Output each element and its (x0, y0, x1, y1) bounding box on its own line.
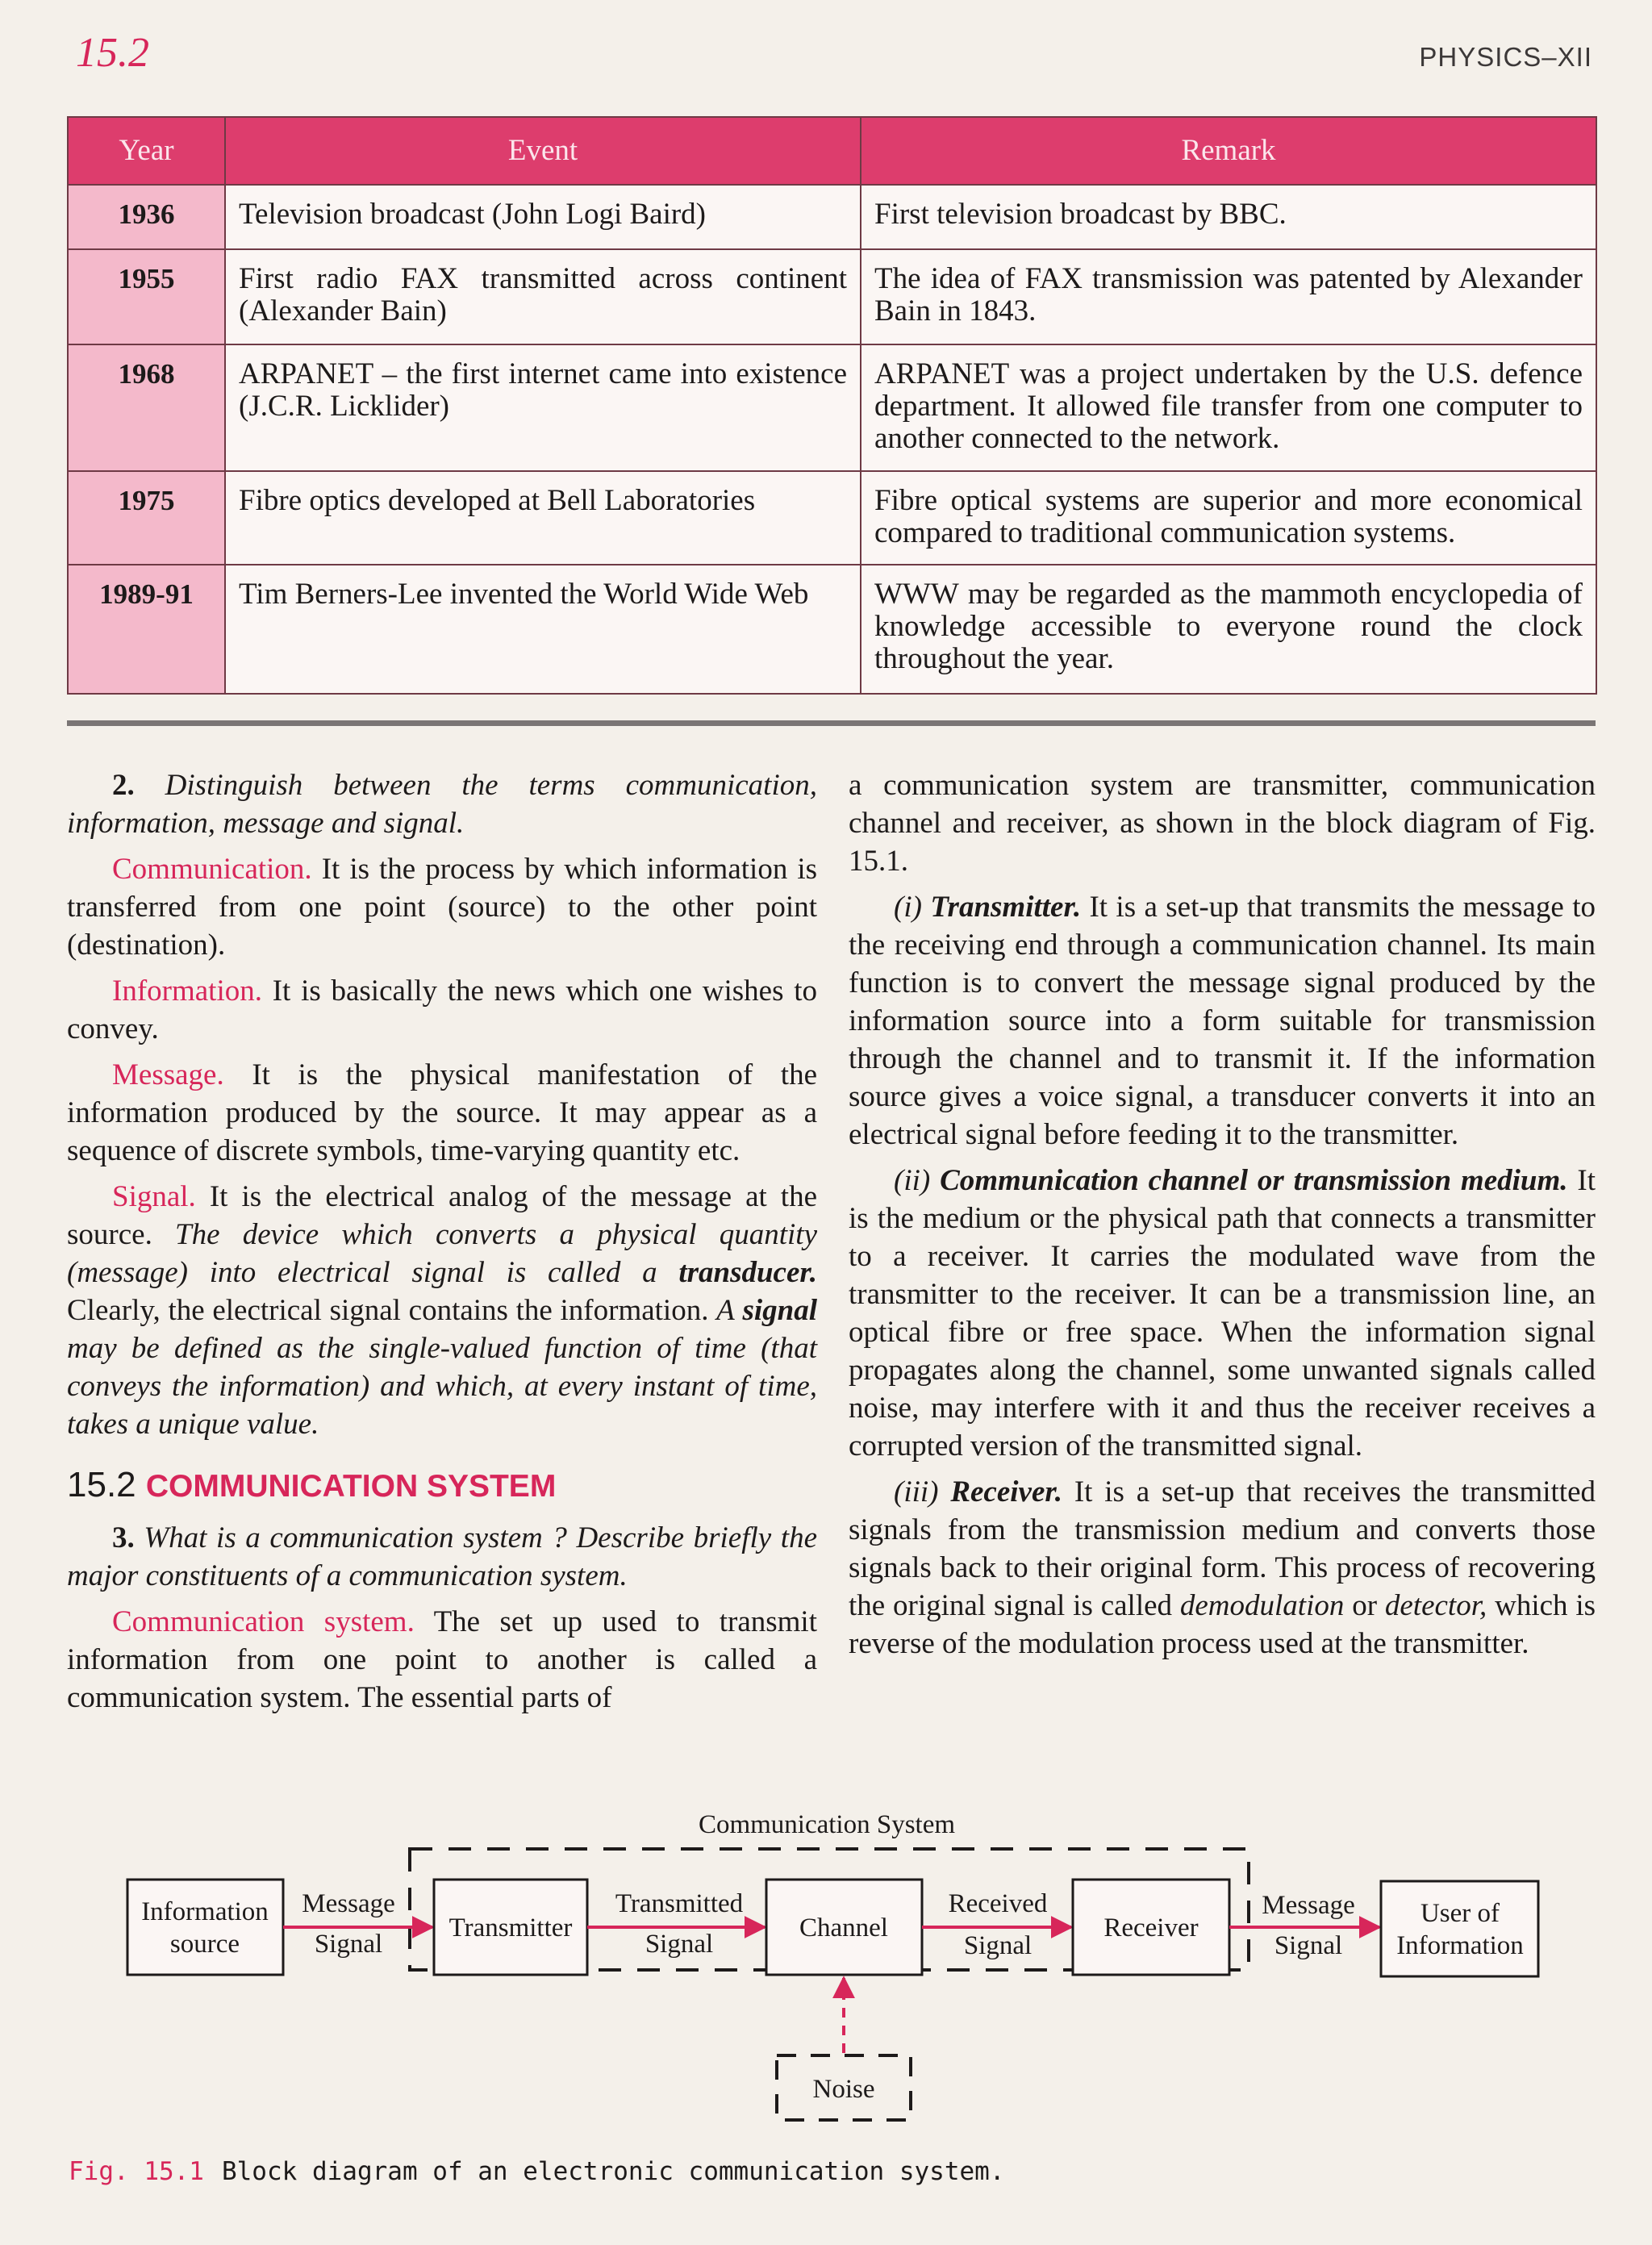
part-text: It is a set-up that receives the transmitted signals from the transmission medium and converts those signals back to their original form. This process of recovering the original signal is called (849, 1475, 1596, 1622)
table-row (68, 344, 1596, 471)
term-label: Communication system. (112, 1605, 415, 1638)
year-cell: 1968 (68, 344, 225, 471)
communication-block-diagram (0, 1799, 1652, 2138)
part-transmitter (849, 888, 1596, 1154)
definition-text: It is the process by which information is transferred from one point (source) to the other point (destination). (67, 853, 818, 962)
figure-caption-text: Block diagram of an electronic communication system. (221, 2157, 1005, 2186)
column-header-event: Event (225, 117, 861, 185)
running-head: PHYSICS–XII (1419, 42, 1592, 72)
transmitted-signal-label-line2: Signal (645, 1930, 714, 1959)
event-cell: ARPANET – the first internet came into existence (J.C.R. Licklider) (225, 344, 861, 471)
page-number: 15.2 (76, 30, 149, 76)
part-receiver (849, 1473, 1596, 1663)
demodulation-term: demodulation (1179, 1589, 1345, 1622)
remark-cell: The idea of FAX transmission was patented by Alexander Bain in 1843. (861, 249, 1596, 344)
term-label: Information. (112, 974, 262, 1008)
year-cell: 1975 (68, 471, 225, 565)
transmitted-signal-label-line1: Transmitted (615, 1889, 744, 1918)
year-cell: 1989-91 (68, 565, 225, 694)
term-label: Signal. (112, 1180, 196, 1213)
receiver-label: Receiver (1103, 1913, 1199, 1942)
definition-text: It is the electrical analog of the message at the source. (67, 1180, 817, 1251)
question-2 (67, 766, 817, 842)
term-label: Message. (112, 1058, 224, 1091)
user-block (1381, 1881, 1538, 1976)
event-cell: Tim Berners-Lee invented the World Wide Web (225, 565, 861, 694)
history-table (67, 116, 1597, 695)
transducer-sentence: The device which converts a physical quantity (message) into electrical signal is called a (67, 1218, 817, 1289)
section-number: 15.2 (67, 1465, 136, 1504)
remark-cell: WWW may be regarded as the mammoth encyclopedia of knowledge accessible to everyone round the clock throughout the year. (861, 565, 1596, 694)
definition-information (67, 972, 817, 1048)
part-number: (ii) (894, 1164, 931, 1197)
noise-label: Noise (812, 2075, 875, 2104)
column-header-year: Year (68, 117, 225, 185)
definition-text: The set up used to transmit information from one point to another is called a communication system. The essential parts of (67, 1605, 817, 1714)
user-label-line1: User of (1420, 1899, 1500, 1928)
part-text: or (1352, 1589, 1378, 1622)
section-divider (67, 720, 1596, 726)
definition-message (67, 1056, 817, 1170)
remark-cell: ARPANET was a project undertaken by the U.S. defence department. It allowed file transfer from one computer to another connected to the network. (861, 344, 1596, 471)
table-header-row (68, 117, 1596, 185)
source-label-line2: source (169, 1930, 240, 1959)
signal-definition-text: may be defined as the single-valued function of time (that conveys the information) and which, at every instant of time, takes a unique value. (67, 1332, 817, 1441)
part-text: It is a set-up that transmits the message to the receiving end through a communication channel. Its main function is to convert the message signal produced by the information source into a form suitable for transmission through the channel and to transmit it. If the information source gives a voice signal, a transducer converts it into an electrical signal before feeding it to the transmitter. (849, 891, 1596, 1151)
question-number: 3. (112, 1521, 135, 1554)
signal-definition-term: signal (742, 1294, 818, 1327)
question-text: Distinguish between the terms communication, information, message and signal. (67, 769, 817, 840)
definition-signal (67, 1178, 817, 1443)
part-term: Transmitter. (930, 891, 1082, 924)
channel-label: Channel (799, 1913, 888, 1942)
source-label-line1: Information (141, 1897, 269, 1926)
year-cell: 1936 (68, 185, 225, 249)
transducer-term: transducer. (678, 1256, 817, 1289)
event-cell: Fibre optics developed at Bell Laboratories (225, 471, 861, 565)
user-label-line2: Information (1396, 1931, 1524, 1960)
question-3 (67, 1519, 817, 1595)
table-row (68, 471, 1596, 565)
part-channel (849, 1162, 1596, 1465)
definition-communication-system (67, 1603, 817, 1717)
message-out-label-line2: Signal (1274, 1931, 1343, 1960)
definition-communication (67, 850, 817, 964)
received-signal-label-line2: Signal (963, 1931, 1032, 1960)
remark-cell: First television broadcast by BBC. (861, 185, 1596, 249)
definition-text: It is basically the news which one wishes to convey. (67, 974, 818, 1045)
section-heading (67, 1463, 817, 1509)
definition-text: It is the physical manifestation of the information produced by the source. It may appear as a sequence of discrete symbols, time-varying quantity etc. (67, 1058, 818, 1167)
section-title: COMMUNICATION SYSTEM (145, 1469, 557, 1504)
received-signal-label-line1: Received (948, 1889, 1048, 1918)
event-cell: Television broadcast (John Logi Baird) (225, 185, 861, 249)
term-label: Communication. (112, 853, 312, 886)
question-text: What is a communication system ? Describe briefly the major constituents of a communication system. (67, 1521, 817, 1592)
column-header-remark: Remark (861, 117, 1596, 185)
part-text: It is the medium or the physical path that connects a transmitter to a receiver. It carries the modulated wave from the transmitter to the receiver. It can be a transmission line, an optical fibre or free space. When the information signal propagates along the channel, some unwanted signals called noise, may interfere with it and thus the receiver receives a corrupted version of the transmitted signal. (849, 1164, 1596, 1463)
table-row (68, 249, 1596, 344)
system-boundary-label: Communication System (698, 1810, 956, 1839)
definition-text: Clearly, the electrical signal contains the information. (67, 1294, 709, 1327)
right-column (849, 766, 1596, 1663)
message-in-label-line2: Signal (314, 1930, 383, 1959)
question-number: 2. (112, 769, 135, 802)
part-term: Communication channel or transmission medium. (940, 1164, 1568, 1197)
table-row (68, 565, 1596, 694)
message-out-label-line1: Message (1262, 1891, 1355, 1920)
system-intro: a communication system are transmitter, communication channel and receiver, as shown in the block diagram of Fig. 15.1. (849, 769, 1596, 878)
part-number: (i) (894, 891, 922, 924)
figure-label: Fig. 15.1 (69, 2157, 204, 2186)
event-cell: First radio FAX transmitted across continent (Alexander Bain) (225, 249, 861, 344)
part-term: Receiver. (950, 1475, 1062, 1508)
detector-term: detector, (1384, 1589, 1487, 1622)
part-number: (iii) (894, 1475, 939, 1508)
transmitter-label: Transmitter (448, 1913, 573, 1942)
message-in-label-line1: Message (302, 1889, 395, 1918)
signal-definition-start: A (716, 1294, 735, 1327)
table-row (68, 185, 1596, 249)
left-column (67, 766, 817, 1717)
information-source-block (127, 1880, 283, 1975)
year-cell: 1955 (68, 249, 225, 344)
remark-cell: Fibre optical systems are superior and more economical compared to traditional communication systems. (861, 471, 1596, 565)
part-text: which is reverse of the modulation process used at the transmitter. (849, 1589, 1596, 1660)
figure-caption (69, 2157, 1005, 2186)
